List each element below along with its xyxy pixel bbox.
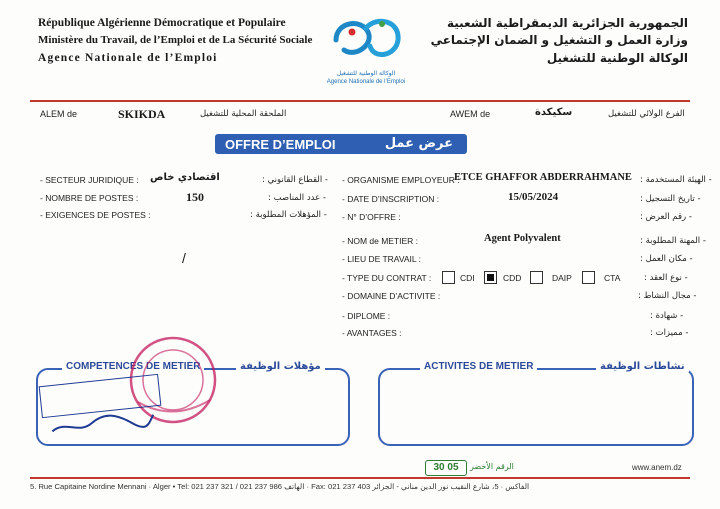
footer-divider <box>30 477 690 479</box>
logo-caption-ar: الوكالة الوطنية للتشغيل <box>336 70 396 77</box>
header-fr-line1: République Algérienne Démocratique et Populaire <box>38 17 286 29</box>
header-divider <box>30 100 690 102</box>
awem-value: سكيكدة <box>535 107 573 118</box>
postes-value: 150 <box>186 190 204 204</box>
metier-label: - NOM de METIER : <box>342 236 419 246</box>
exigences-value: / <box>182 250 186 266</box>
offer-title-ar: عرض عمل <box>384 136 453 151</box>
alem-label: ALEM de <box>40 109 78 119</box>
secteur-label: - SECTEUR JURIDIQUE : <box>40 175 139 185</box>
date-value: 15/05/2024 <box>508 191 559 203</box>
offer-title-fr: OFFRE D’EMPLOI <box>225 137 336 152</box>
header-ar-line3: الوكالة الوطنية للتشغيل <box>546 51 688 65</box>
header-ar-line1: الجمهورية الجزائرية الديمقراطية الشعبية <box>446 16 688 30</box>
exigences-ar-label: - المؤهلات المطلوبة : <box>250 210 327 220</box>
logo-caption-fr: Agence Nationale de l’Emploi <box>326 79 406 85</box>
contrat-cdd-label: CDD <box>503 273 522 283</box>
organisme-ar-label: - الهيئة المستخدمة : <box>640 175 712 185</box>
alem-ar-label: الملحقة المحلية للتشغيل <box>200 109 287 119</box>
green-number-ar: الرقم الأخضر <box>470 462 514 471</box>
contrat-label: - TYPE DU CONTRAT : <box>342 273 432 283</box>
contrat-cta-checkbox[interactable] <box>582 271 595 284</box>
activites-title-fr: ACTIVITES DE METIER <box>420 361 537 372</box>
domaine-label: - DOMAINE D’ACTIVITE : <box>342 291 441 301</box>
anem-logo <box>316 10 416 90</box>
date-label: - DATE D’INSCRIPTION : <box>342 194 440 204</box>
avantages-ar-label: - مميزات : <box>650 328 689 338</box>
lieu-ar-label: - مكان العمل : <box>640 254 693 264</box>
contrat-cdi-label: CDI <box>460 273 475 283</box>
metier-ar-label: - المهنة المطلوبة : <box>640 236 706 246</box>
lieu-label: - LIEU DE TRAVAIL : <box>342 254 422 264</box>
header-ar-line2: وزارة العمل و التشغيل و الضمان الإجتماعي <box>430 33 688 47</box>
diplome-label: - DIPLOME : <box>342 311 391 321</box>
offre-label: - N° D’OFFRE : <box>342 212 401 222</box>
activites-title-ar: نشاطات الوظيفة <box>596 361 689 372</box>
offre-ar-label: - رقم العرض : <box>640 212 692 222</box>
competences-title-fr: COMPETENCES DE METIER <box>62 361 204 372</box>
activites-panel <box>378 368 694 446</box>
contrat-daip-checkbox[interactable] <box>530 271 543 284</box>
awem-label: AWEM de <box>450 109 491 119</box>
postes-ar-label: - عدد المناصب : <box>268 193 326 203</box>
contrat-daip-label: DAIP <box>552 273 572 283</box>
anem-logo-icon <box>316 10 416 70</box>
exigences-label: - EXIGENCES DE POSTES : <box>40 210 151 220</box>
contrat-cdd-checkbox[interactable] <box>484 271 497 284</box>
metier-value: Agent Polyvalent <box>484 233 561 244</box>
contrat-cta-label: CTA <box>604 273 621 283</box>
alem-value: SKIKDA <box>118 107 166 121</box>
secteur-value: اقتصادي خاص <box>150 172 220 183</box>
offer-title-banner <box>215 134 467 154</box>
green-number: 30 05 <box>425 460 467 476</box>
website: www.anem.dz <box>632 463 682 472</box>
diplome-ar-label: - شهادة : <box>650 311 684 321</box>
header-fr-line3: Agence Nationale de l’Emploi <box>38 52 218 64</box>
footer-address: 5. Rue Capitaine Nordine Mennani · Alger • Tel: 021 237 321 / 021 237 986 الهاتف · Fax: 021 237 403 الفاكس · 5، شارع النقيب نور الدين مناني - الجزائر <box>30 482 530 491</box>
secteur-ar-label: - القطاع القانوني : <box>262 175 328 185</box>
postes-label: - NOMBRE DE POSTES : <box>40 193 139 203</box>
competences-title-ar: مؤهلات الوظيفة <box>236 361 325 372</box>
contrat-cdi-checkbox[interactable] <box>442 271 455 284</box>
date-ar-label: - تاريخ التسجيل : <box>640 194 701 204</box>
domaine-ar-label: - مجال النشاط : <box>638 291 697 301</box>
contrat-ar-label: - نوع العقد : <box>644 273 688 283</box>
header-fr-line2: Ministère du Travail, de l’Emploi et de La Sécurité Sociale <box>38 34 313 46</box>
avantages-label: - AVANTAGES : <box>342 328 402 338</box>
organisme-label: - ORGANISME EMPLOYEUR : <box>342 175 460 185</box>
awem-ar-label: الفرع الولائي للتشغيل <box>608 109 685 119</box>
organisme-value: ETCE GHAFFOR ABDERRAHMANE <box>454 172 632 183</box>
